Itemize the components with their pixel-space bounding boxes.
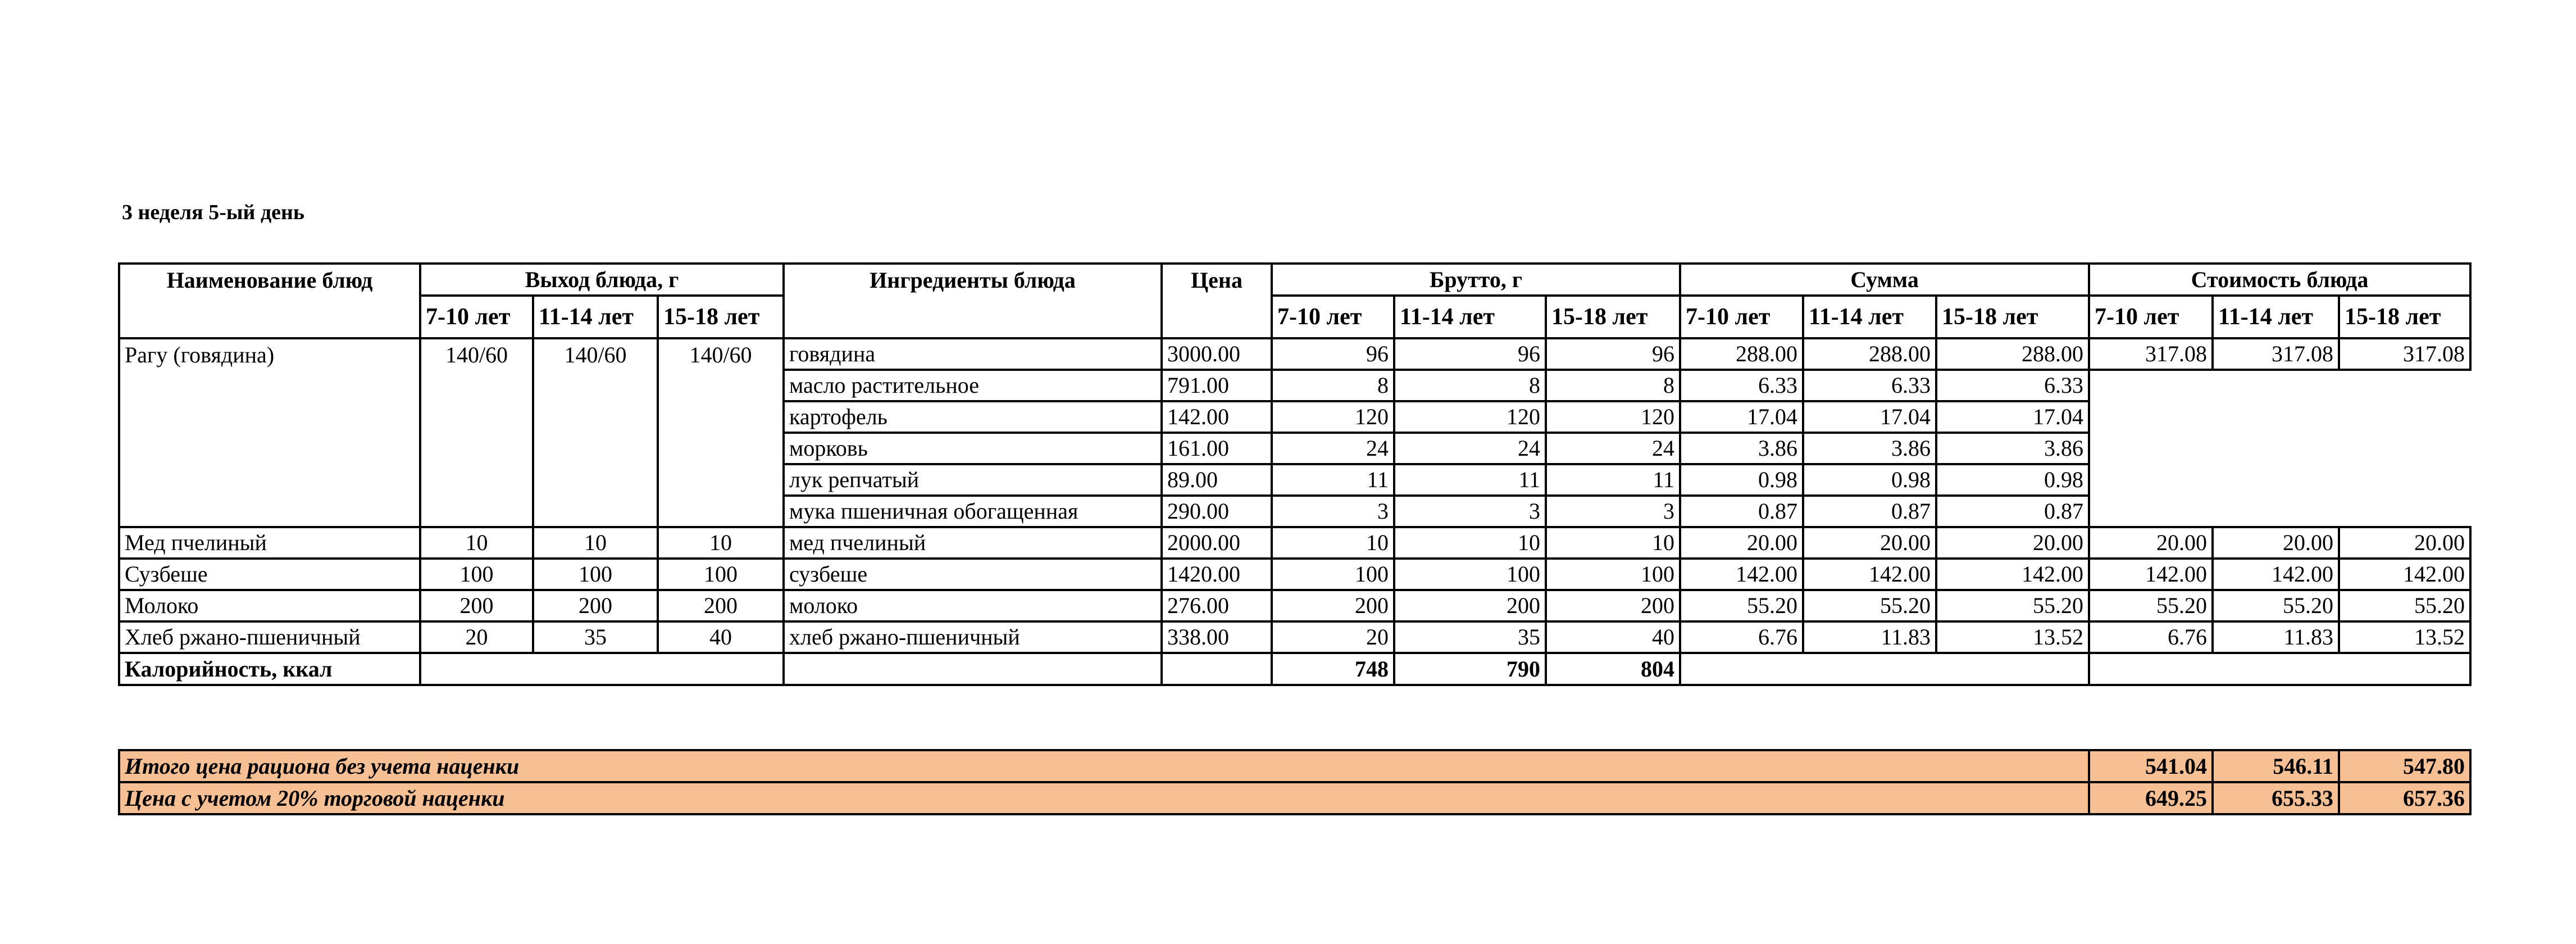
output-cell: 20 [420,621,533,653]
ingredient-cell: морковь [784,433,1162,464]
brutto-cell: 35 [1394,621,1546,653]
brutto-cell: 24 [1546,433,1680,464]
sum-cell: 6.33 [1803,370,1936,401]
output-cell: 140/60 [658,338,784,527]
sum-cell: 142.00 [1803,559,1936,590]
output-cell: 10 [420,527,533,559]
brutto-cell: 120 [1546,401,1680,433]
header-dish-name: Наименование блюд [119,264,420,296]
price-cell: 89.00 [1162,464,1272,496]
calories-row [119,653,2470,685]
subheader-empty [119,296,420,338]
summary-row [119,782,2470,814]
table-row [119,527,2470,559]
brutto-cell: 96 [1272,338,1394,370]
brutto-cell: 96 [1394,338,1546,370]
cost-cell: 11.83 [2213,621,2339,653]
price-cell: 142.00 [1162,401,1272,433]
output-cell: 35 [533,621,658,653]
brutto-cell: 24 [1394,433,1546,464]
brutto-cell: 100 [1394,559,1546,590]
sum-cell: 17.04 [1680,401,1803,433]
cost-cell: 142.00 [2339,559,2470,590]
brutto-cell: 24 [1272,433,1394,464]
price-cell: 1420.00 [1162,559,1272,590]
summary-label: Итого цена рациона без учета наценки [119,750,2089,782]
calories-price-empty [1162,653,1272,685]
sum-cell: 55.20 [1680,590,1803,621]
sum-cell: 0.87 [1803,496,1936,527]
header-brutto: Брутто, г [1272,264,1680,296]
brutto-cell: 3 [1272,496,1394,527]
menu-table [118,262,2472,686]
output-cell: 100 [420,559,533,590]
calories-sum-empty [1680,653,2089,685]
header-row [119,264,2470,296]
table-row [119,559,2470,590]
cost-cell: 142.00 [2213,559,2339,590]
cost-cell: 317.08 [2339,338,2470,370]
sum-cell: 288.00 [1680,338,1803,370]
summary-value: 649.25 [2089,782,2213,814]
sum-cell: 6.33 [1680,370,1803,401]
subheader-row [119,296,2470,338]
price-cell: 276.00 [1162,590,1272,621]
sum-cell: 17.04 [1803,401,1936,433]
brutto-cell: 100 [1546,559,1680,590]
cost-cell: 13.52 [2339,621,2470,653]
ingredient-cell: мед пчелиный [784,527,1162,559]
brutto-cell: 200 [1394,590,1546,621]
price-cell: 290.00 [1162,496,1272,527]
age-group-label: 15-18 лет [2339,296,2470,338]
price-cell: 161.00 [1162,433,1272,464]
age-group-label: 7-10 лет [420,296,533,338]
brutto-cell: 120 [1394,401,1546,433]
price-cell: 3000.00 [1162,338,1272,370]
sum-cell: 0.98 [1936,464,2089,496]
table-row [119,621,2470,653]
sum-cell: 3.86 [1803,433,1936,464]
sum-cell: 17.04 [1936,401,2089,433]
brutto-cell: 3 [1546,496,1680,527]
header-ingredients: Ингредиенты блюда [784,264,1162,296]
age-group-label: 11-14 лет [1803,296,1936,338]
table-row [119,338,2470,370]
price-cell: 791.00 [1162,370,1272,401]
sum-cell: 3.86 [1936,433,2089,464]
sum-cell: 0.98 [1680,464,1803,496]
calories-ingredient-empty [784,653,1162,685]
cost-cell: 20.00 [2339,527,2470,559]
ingredient-cell: масло растительное [784,370,1162,401]
brutto-cell: 10 [1272,527,1394,559]
brutto-cell: 10 [1394,527,1546,559]
calories-value: 748 [1272,653,1394,685]
brutto-cell: 100 [1272,559,1394,590]
header-price: Цена [1162,264,1272,296]
dish-name-cell: Молоко [119,590,420,621]
page-title: 3 неделя 5-ый день [122,201,305,224]
price-cell: 338.00 [1162,621,1272,653]
subheader-empty [1162,296,1272,338]
brutto-cell: 3 [1394,496,1546,527]
sum-cell: 6.33 [1936,370,2089,401]
brutto-cell: 8 [1272,370,1394,401]
age-group-label: 15-18 лет [1936,296,2089,338]
age-group-label: 15-18 лет [658,296,784,338]
age-group-label: 15-18 лет [1546,296,1680,338]
summary-value: 546.11 [2213,750,2339,782]
sum-cell: 20.00 [1936,527,2089,559]
dish-name-cell: Хлеб ржано-пшеничный [119,621,420,653]
output-cell: 200 [658,590,784,621]
output-cell: 140/60 [420,338,533,527]
price-cell: 2000.00 [1162,527,1272,559]
ingredient-cell: хлеб ржано-пшеничный [784,621,1162,653]
brutto-cell: 200 [1272,590,1394,621]
age-group-label: 11-14 лет [2213,296,2339,338]
header-cost: Стоимость блюда [2089,264,2470,296]
cost-cell: 6.76 [2089,621,2213,653]
cost-cell: 20.00 [2089,527,2213,559]
dish-name-cell: Рагу (говядина) [119,338,420,527]
brutto-cell: 96 [1546,338,1680,370]
cost-empty-area [2089,370,2470,527]
summary-value: 547.80 [2339,750,2470,782]
sum-cell: 0.98 [1803,464,1936,496]
sum-cell: 142.00 [1680,559,1803,590]
cost-cell: 20.00 [2213,527,2339,559]
brutto-cell: 11 [1394,464,1546,496]
dish-name-cell: Мед пчелиный [119,527,420,559]
sum-cell: 288.00 [1936,338,2089,370]
summary-value: 541.04 [2089,750,2213,782]
brutto-cell: 8 [1394,370,1546,401]
cost-cell: 55.20 [2089,590,2213,621]
summary-value: 655.33 [2213,782,2339,814]
age-group-label: 11-14 лет [533,296,658,338]
summary-label: Цена с учетом 20% торговой наценки [119,782,2089,814]
ingredient-cell: картофель [784,401,1162,433]
brutto-cell: 11 [1546,464,1680,496]
sum-cell: 20.00 [1680,527,1803,559]
summary-table [118,749,2472,815]
sum-cell: 3.86 [1680,433,1803,464]
brutto-cell: 20 [1272,621,1394,653]
ingredient-cell: говядина [784,338,1162,370]
output-cell: 100 [533,559,658,590]
output-cell: 100 [658,559,784,590]
summary-row [119,750,2470,782]
sum-cell: 0.87 [1936,496,2089,527]
brutto-cell: 200 [1546,590,1680,621]
cost-cell: 317.08 [2089,338,2213,370]
cost-cell: 55.20 [2339,590,2470,621]
sum-cell: 13.52 [1936,621,2089,653]
brutto-cell: 40 [1546,621,1680,653]
header-output: Выход блюда, г [420,264,784,296]
age-group-label: 7-10 лет [1680,296,1803,338]
cost-cell: 55.20 [2213,590,2339,621]
ingredient-cell: мука пшеничная обогащенная [784,496,1162,527]
ingredient-cell: лук репчатый [784,464,1162,496]
sum-cell: 142.00 [1936,559,2089,590]
summary-value: 657.36 [2339,782,2470,814]
ingredient-cell: сузбеше [784,559,1162,590]
sum-cell: 6.76 [1680,621,1803,653]
age-group-label: 7-10 лет [2089,296,2213,338]
age-group-label: 7-10 лет [1272,296,1394,338]
sum-cell: 55.20 [1936,590,2089,621]
output-cell: 200 [420,590,533,621]
sum-cell: 20.00 [1803,527,1936,559]
sum-cell: 0.87 [1680,496,1803,527]
brutto-cell: 10 [1546,527,1680,559]
brutto-cell: 11 [1272,464,1394,496]
output-cell: 140/60 [533,338,658,527]
sum-cell: 288.00 [1803,338,1936,370]
cost-cell: 142.00 [2089,559,2213,590]
sum-cell: 11.83 [1803,621,1936,653]
calories-cost-empty [2089,653,2470,685]
output-cell: 10 [658,527,784,559]
sum-cell: 55.20 [1803,590,1936,621]
calories-value: 790 [1394,653,1546,685]
output-cell: 40 [658,621,784,653]
calories-value: 804 [1546,653,1680,685]
brutto-cell: 120 [1272,401,1394,433]
calories-label: Калорийность, ккал [119,653,420,685]
subheader-empty [784,296,1162,338]
output-cell: 10 [533,527,658,559]
cost-cell: 317.08 [2213,338,2339,370]
output-cell: 200 [533,590,658,621]
age-group-label: 11-14 лет [1394,296,1546,338]
ingredient-cell: молоко [784,590,1162,621]
brutto-cell: 8 [1546,370,1680,401]
table-row [119,590,2470,621]
calories-output-empty [420,653,784,685]
dish-name-cell: Сузбеше [119,559,420,590]
header-sum: Сумма [1680,264,2089,296]
